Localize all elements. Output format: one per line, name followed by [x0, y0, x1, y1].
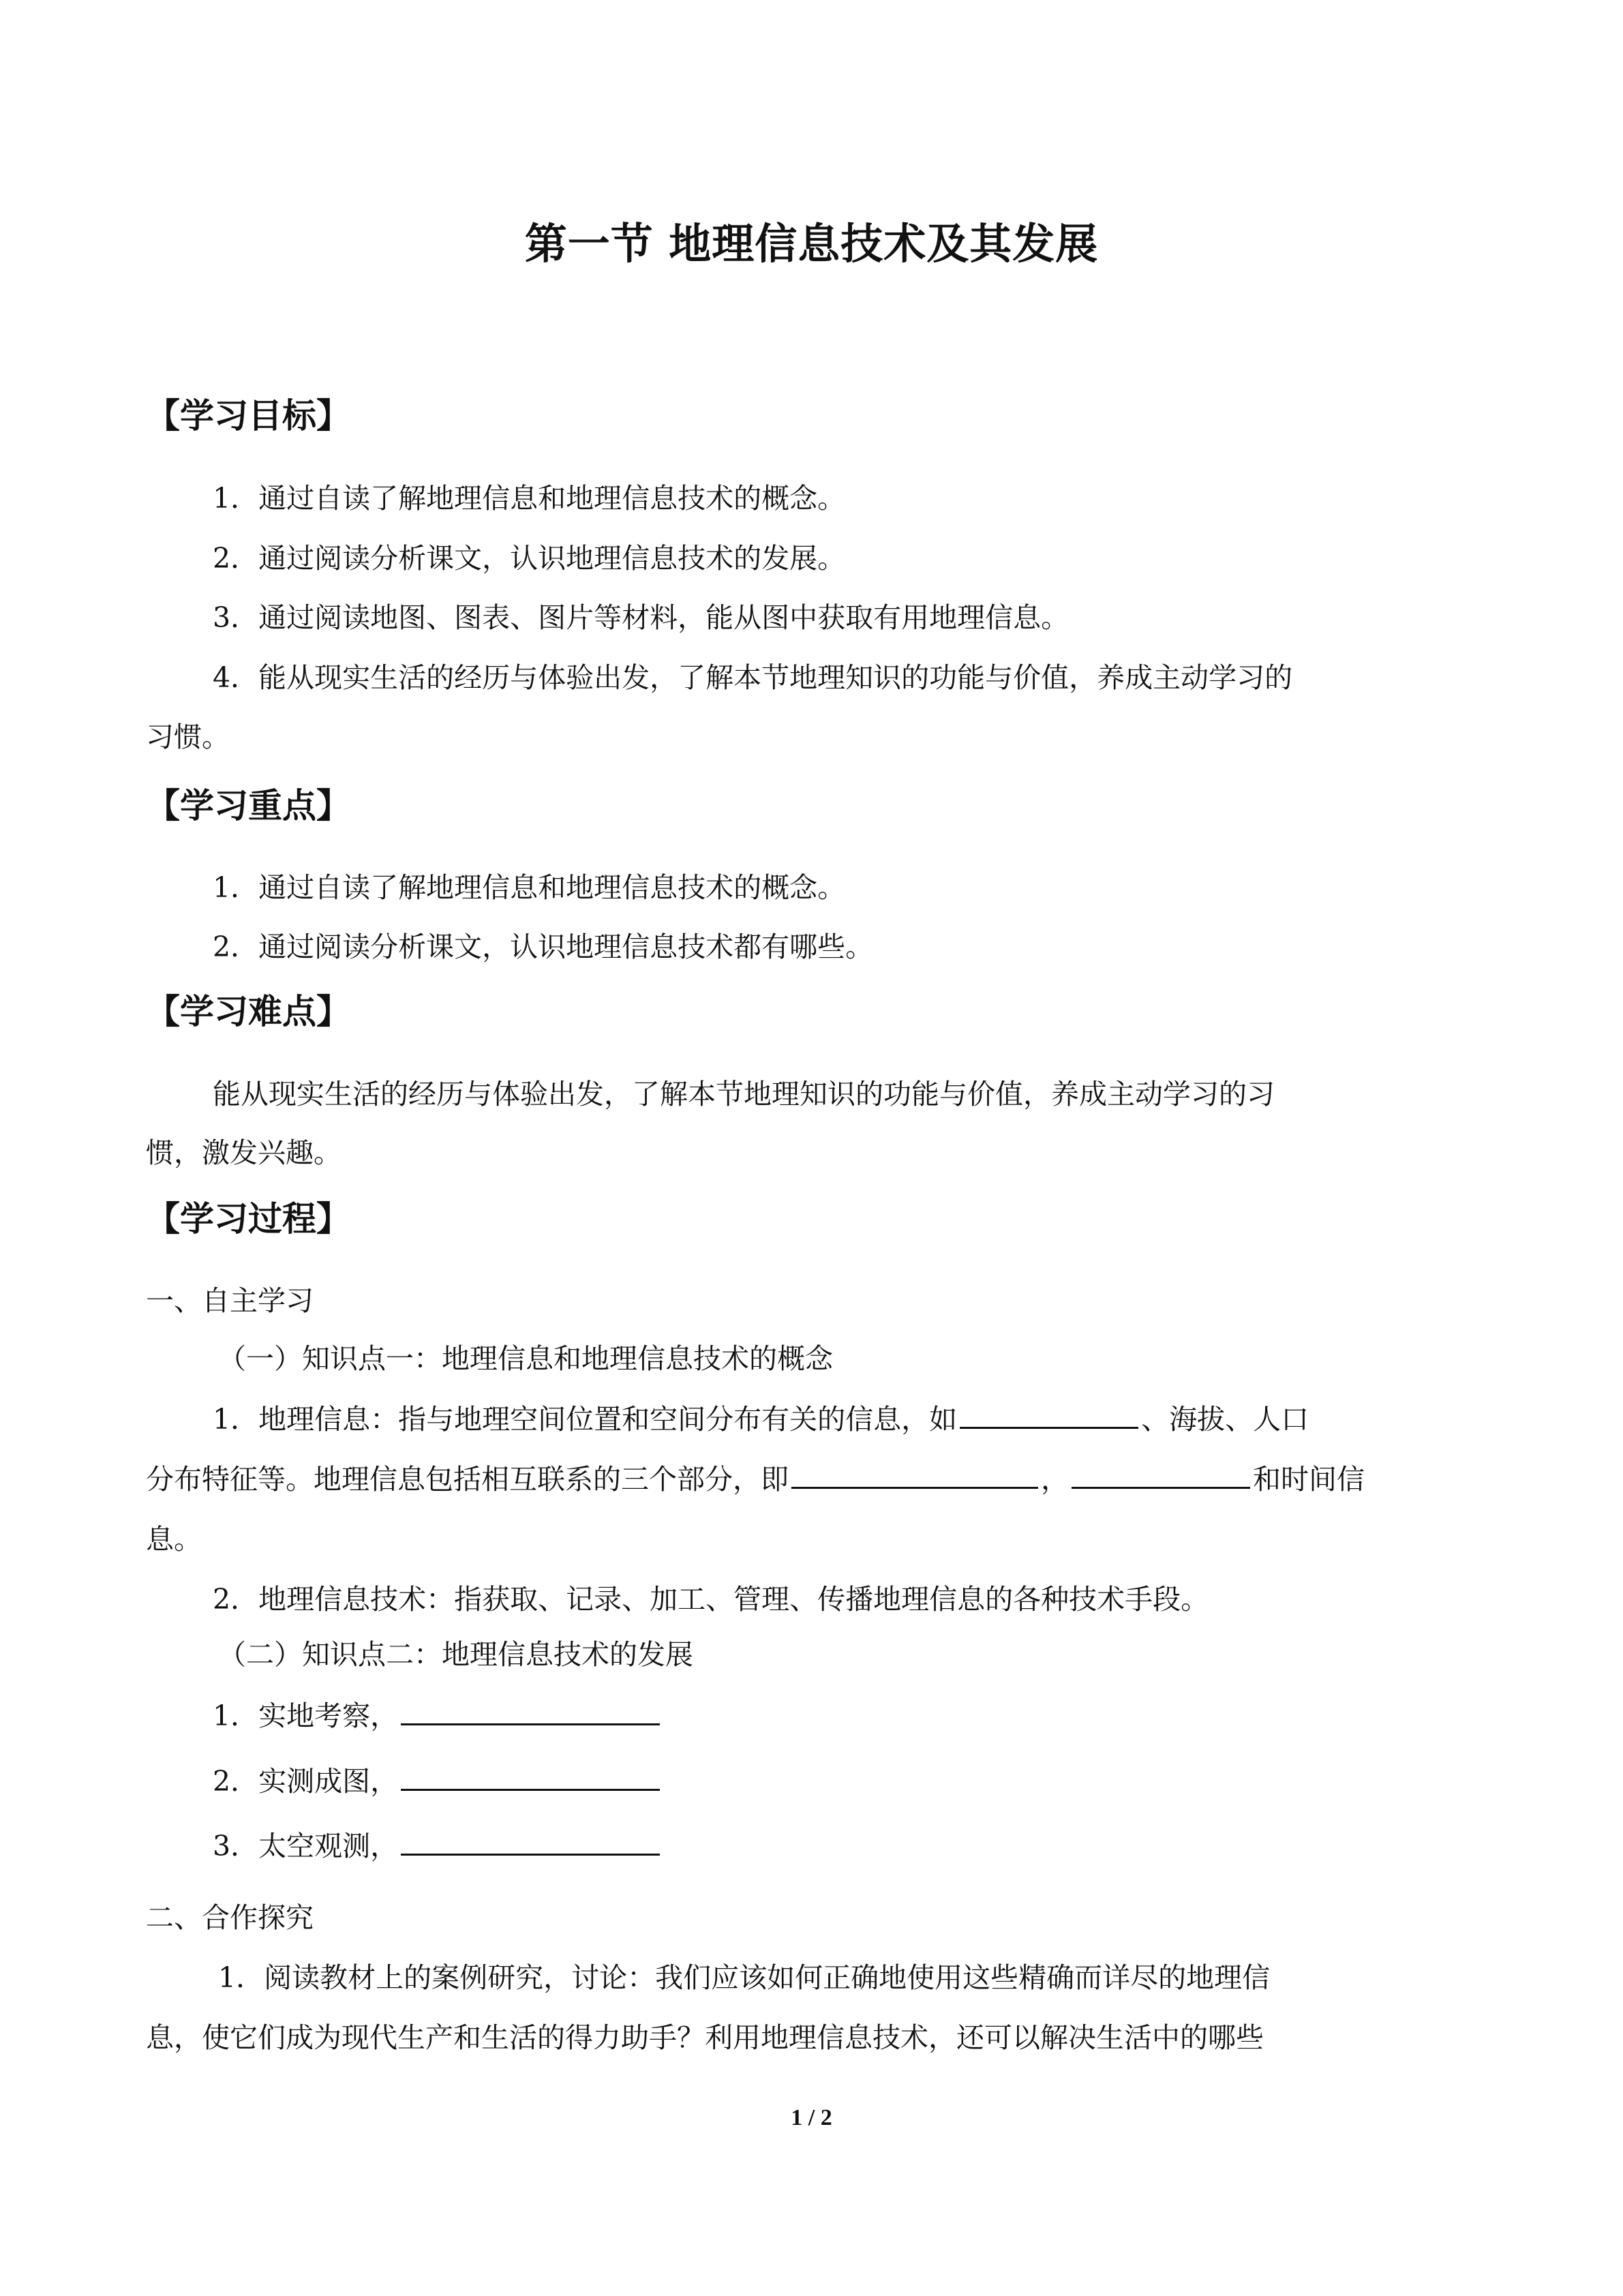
objectives-heading: 【学习目标】 — [146, 395, 350, 436]
part2-title: 二、合作探究 — [146, 1901, 314, 1934]
kp1-item1-line1 — [213, 1397, 1482, 1437]
kp1-item1-text: 分布特征等。地理信息包括相互联系的三个部分，即 — [146, 1463, 789, 1496]
kp1-item1-text: 1．地理信息：指与地理空间位置和空间分布有关的信息，如 — [213, 1403, 958, 1436]
kp2-item — [213, 1693, 1482, 1734]
objective-item: 1．通过自读了解地理信息和地理信息技术的概念。 — [213, 482, 846, 515]
difficulty-line: 能从现实生活的经历与体验出发，了解本节地理知识的功能与价值，养成主动学习的习 — [213, 1078, 1275, 1111]
kp1-title: （一）知识点一：地理信息和地理信息技术的概念 — [218, 1342, 833, 1375]
coop-line: 息，使它们成为现代生产和生活的得力助手？利用地理信息技术，还可以解决生活中的哪些 — [146, 2021, 1264, 2054]
kp2-item — [213, 1824, 1482, 1864]
kp1-item1-text: 、海拔、人口 — [1141, 1403, 1309, 1436]
fill-blank-4[interactable] — [401, 1693, 660, 1725]
page-title: 第一节 地理信息技术及其发展 — [524, 219, 1099, 269]
key-points-heading: 【学习重点】 — [146, 785, 350, 826]
objective-item: 2．通过阅读分析课文，认识地理信息技术的发展。 — [213, 542, 846, 575]
fill-blank-6[interactable] — [401, 1824, 660, 1856]
objective-item: 3．通过阅读地图、图表、图片等材料，能从图中获取有用地理信息。 — [213, 601, 1070, 634]
kp1-item1-line2 — [146, 1457, 1482, 1497]
key-point-item: 1．通过自读了解地理信息和地理信息技术的概念。 — [213, 871, 846, 904]
kp2-item — [213, 1759, 1482, 1799]
key-point-item: 2．通过阅读分析课文，认识地理信息技术都有哪些。 — [213, 931, 874, 963]
kp2-item-label: 3．太空观测， — [213, 1830, 399, 1862]
objective-item-continued: 习惯。 — [146, 721, 230, 753]
kp2-item-label: 2．实测成图， — [213, 1765, 399, 1798]
kp1-item2: 2．地理信息技术：指获取、记录、加工、管理、传播地理信息的各种技术手段。 — [213, 1583, 1209, 1616]
part1-title: 一、自主学习 — [146, 1284, 314, 1317]
coop-line: 1．阅读教材上的案例研究，讨论：我们应该如何正确地使用这些精确而详尽的地理信 — [218, 1961, 1271, 1994]
fill-blank-3[interactable] — [1072, 1457, 1250, 1489]
kp1-item1-separator: ， — [1041, 1463, 1069, 1496]
fill-blank-2[interactable] — [791, 1457, 1038, 1489]
process-heading: 【学习过程】 — [146, 1198, 350, 1239]
difficulties-heading: 【学习难点】 — [146, 991, 350, 1031]
kp2-item-label: 1．实地考察， — [213, 1700, 399, 1732]
kp1-item1-text: 和时间信 — [1253, 1463, 1365, 1496]
kp1-item1-line3: 息。 — [146, 1523, 202, 1556]
objective-item: 4．能从现实生活的经历与体验出发，了解本节地理知识的功能与价值，养成主动学习的 — [213, 661, 1293, 694]
fill-blank-5[interactable] — [401, 1759, 660, 1791]
difficulty-line: 惯，激发兴趣。 — [146, 1136, 342, 1169]
fill-blank-1[interactable] — [960, 1397, 1138, 1429]
kp2-title: （二）知识点二：地理信息技术的发展 — [218, 1638, 693, 1671]
page-number: 1 / 2 — [791, 2105, 832, 2130]
